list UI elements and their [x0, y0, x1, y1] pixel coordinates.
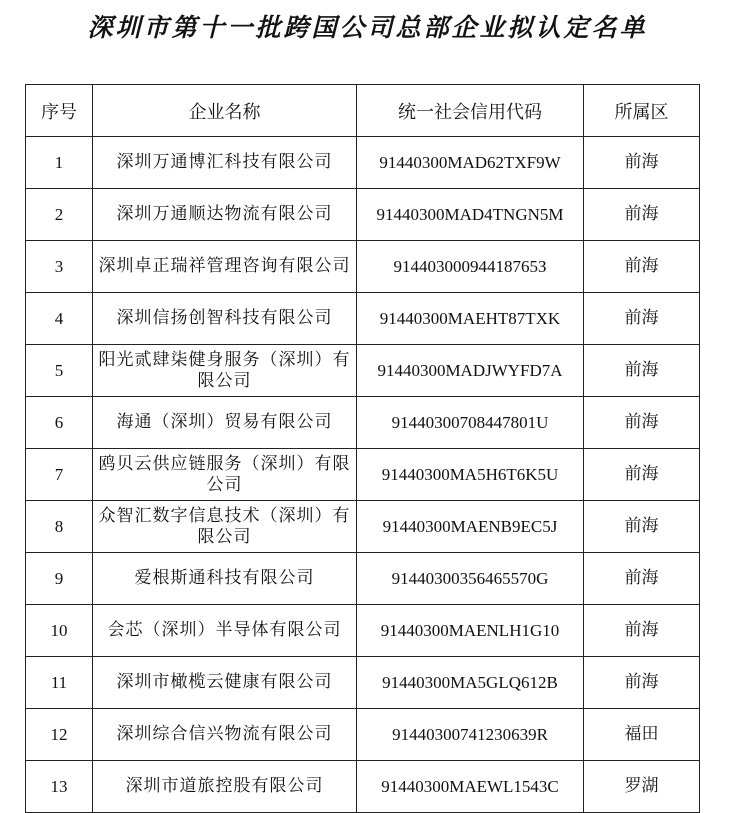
table-row — [26, 241, 700, 293]
district-cell: 前海 — [584, 137, 700, 189]
company-name-cell: 深圳市橄榄云健康有限公司 — [93, 657, 357, 709]
district-cell: 前海 — [584, 605, 700, 657]
company-name-cell: 深圳信扬创智科技有限公司 — [93, 293, 357, 345]
district-cell: 前海 — [584, 345, 700, 397]
credit-code-cell: 91440300MA5H6T6K5U — [357, 449, 584, 501]
table-row — [26, 605, 700, 657]
table-row — [26, 709, 700, 761]
row-index: 8 — [26, 501, 93, 553]
district-cell: 前海 — [584, 293, 700, 345]
company-name-cell: 阳光贰肆柒健身服务（深圳）有限公司 — [93, 345, 357, 397]
credit-code-cell: 91440300MAENLH1G10 — [357, 605, 584, 657]
district-cell: 前海 — [584, 553, 700, 605]
company-name-cell: 会芯（深圳）半导体有限公司 — [93, 605, 357, 657]
credit-code-cell: 91440300MAENB9EC5J — [357, 501, 584, 553]
company-name-cell: 深圳综合信兴物流有限公司 — [93, 709, 357, 761]
district-cell: 前海 — [584, 397, 700, 449]
table-header-row — [26, 85, 700, 137]
table-row — [26, 397, 700, 449]
company-name-cell: 众智汇数字信息技术（深圳）有限公司 — [93, 501, 357, 553]
company-name-cell: 深圳万通博汇科技有限公司 — [93, 137, 357, 189]
row-index: 4 — [26, 293, 93, 345]
row-index: 7 — [26, 449, 93, 501]
header-company-name: 企业名称 — [93, 85, 357, 137]
district-cell: 前海 — [584, 449, 700, 501]
row-index: 2 — [26, 189, 93, 241]
credit-code-cell: 91440300MAD62TXF9W — [357, 137, 584, 189]
row-index: 1 — [26, 137, 93, 189]
row-index: 5 — [26, 345, 93, 397]
company-name-cell: 爱根斯通科技有限公司 — [93, 553, 357, 605]
table-row — [26, 449, 700, 501]
table-row — [26, 293, 700, 345]
credit-code-cell: 91440300MAEWL1543C — [357, 761, 584, 813]
credit-code-cell: 91440300MAD4TNGN5M — [357, 189, 584, 241]
table-row — [26, 345, 700, 397]
credit-code-cell: 91440300708447801U — [357, 397, 584, 449]
page-title: 深圳市第十一批跨国公司总部企业拟认定名单 — [87, 13, 648, 42]
company-name-cell: 深圳万通顺达物流有限公司 — [93, 189, 357, 241]
row-index: 6 — [26, 397, 93, 449]
district-cell: 前海 — [584, 657, 700, 709]
district-cell: 前海 — [584, 501, 700, 553]
header-index: 序号 — [26, 85, 93, 137]
table-row — [26, 553, 700, 605]
table-row — [26, 761, 700, 813]
district-cell: 罗湖 — [584, 761, 700, 813]
company-name-cell: 鸥贝云供应链服务（深圳）有限公司 — [93, 449, 357, 501]
row-index: 11 — [26, 657, 93, 709]
company-name-cell: 海通（深圳）贸易有限公司 — [93, 397, 357, 449]
credit-code-cell: 91440300MAEHT87TXK — [357, 293, 584, 345]
district-cell: 前海 — [584, 189, 700, 241]
credit-code-cell: 91440300741230639R — [357, 709, 584, 761]
row-index: 13 — [26, 761, 93, 813]
table-row — [26, 189, 700, 241]
credit-code-cell: 91440300094418765З — [357, 241, 584, 293]
district-cell: 福田 — [584, 709, 700, 761]
credit-code-cell: 91440300MA5GLQ612B — [357, 657, 584, 709]
district-cell: 前海 — [584, 241, 700, 293]
credit-code-cell: 91440300MADJWYFD7A — [357, 345, 584, 397]
header-district: 所属区 — [584, 85, 700, 137]
header-credit-code: 统一社会信用代码 — [357, 85, 584, 137]
row-index: 3 — [26, 241, 93, 293]
row-index: 10 — [26, 605, 93, 657]
credit-code-cell: 91440300356465570G — [357, 553, 584, 605]
table-row — [26, 137, 700, 189]
company-list-table — [25, 84, 700, 813]
company-name-cell: 深圳卓正瑞祥管理咨询有限公司 — [93, 241, 357, 293]
table-row — [26, 657, 700, 709]
row-index: 12 — [26, 709, 93, 761]
company-name-cell: 深圳市道旅控股有限公司 — [93, 761, 357, 813]
row-index: 9 — [26, 553, 93, 605]
table-row — [26, 501, 700, 553]
